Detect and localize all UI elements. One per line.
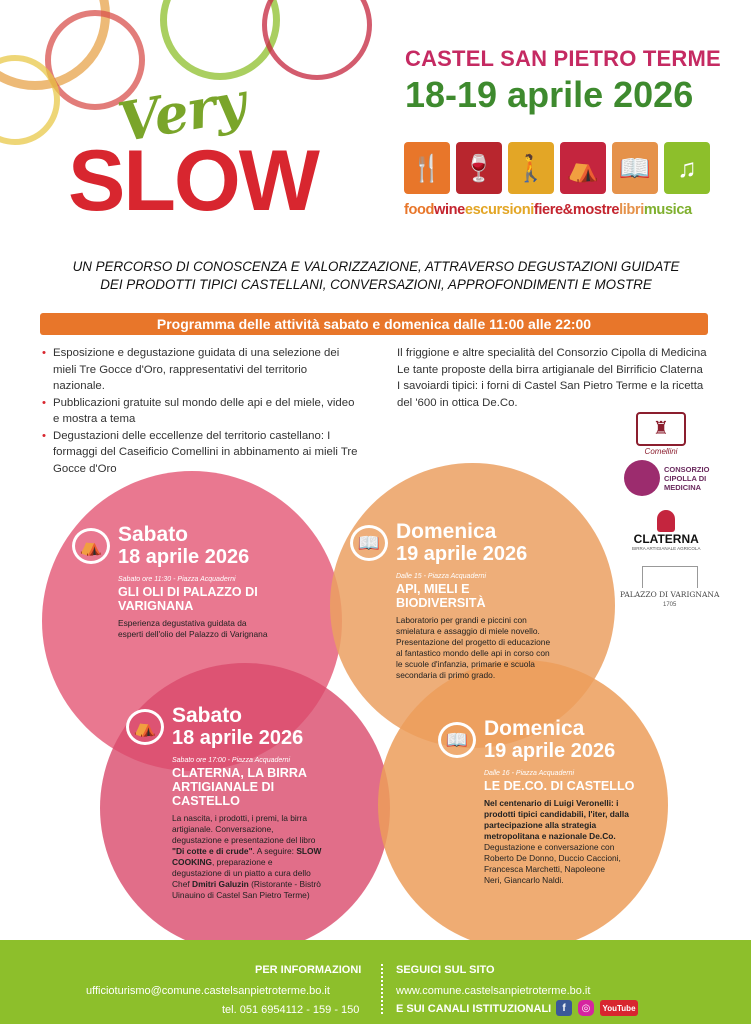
book-icon: 📖 <box>612 142 658 194</box>
youtube-icon[interactable]: YouTube <box>600 1000 638 1016</box>
event-book-title: "Di cotte e di crude" <box>172 846 253 856</box>
intro-line: UN PERCORSO DI CONOSCENZA E VALORIZZAZIONE, ATTRAVERSO DEGUSTAZIONI GUIDATE <box>72 259 680 274</box>
event-body: Laboratorio per grandi e piccini con smielatura e assaggio di miele novello. Presentazione del progetto di educazione al fantastico mondo delle api in corso con le scuole d'infanzia, primarie e scuola secondaria di primo grado. <box>396 615 551 680</box>
partner-tagline: BIRRA ARTIGIANALE AGRICOLA <box>632 546 701 551</box>
event-body-bold: Nel centenario di Luigi Veronelli: i prodotti tipici candidabili, l'iter, dalla partecipazione alla strategia metropolitana e nazionale De.Co. <box>484 798 629 841</box>
activities-right-list <box>386 345 716 411</box>
category-tagline <box>404 202 692 218</box>
tagline-word: libri <box>619 202 644 218</box>
list-item: • Esposizione e degustazione guidata di una selezione dei mieli Tre Gocce d'Oro, rappresentativi del territorio nazionale. <box>42 345 362 395</box>
channels-label: E SUI CANALI ISTITUZIONALI <box>396 1003 552 1015</box>
list-item: • Degustazioni delle eccellenze del territorio castellano: I formaggi del Caseificio Comellini in abbinamento ai mieli Tre Gocce d'Oro <box>42 428 362 478</box>
event-body: Esperienza degustativa guidata da esperti dell'olio del Palazzo di Varignana <box>118 618 268 639</box>
event-title: CLATERNA, LA BIRRA ARTIGIANALE DI CASTELLO <box>172 766 307 808</box>
tent-icon: ⛺ <box>72 528 110 564</box>
event-highlight: SLOW COOKING <box>172 846 322 867</box>
event-date: 19 aprile 2026 <box>484 740 616 762</box>
event-card <box>350 521 565 681</box>
music-note-icon: ♫ <box>664 142 710 194</box>
partner-comellini-logo <box>636 412 686 456</box>
partner-consorzio-logo <box>624 460 709 496</box>
partner-name: Comellini <box>644 447 678 456</box>
partner-name: CIPOLLA DI <box>664 473 707 483</box>
event-meta: Sabato ore 17:00 - Piazza Acquaderni <box>172 757 291 764</box>
event-title: API, MIELI E BIODIVERSITÀ <box>396 582 486 610</box>
partner-claterna-logo <box>632 510 700 551</box>
event-card <box>126 705 326 901</box>
event-day: Domenica <box>484 717 585 740</box>
wine-glass-icon: 🍷 <box>456 142 502 194</box>
helmet-icon <box>657 510 675 532</box>
event-body: Degustazione e conversazione con Roberto De Donno, Duccio Caccioni, Francesca Marchetti, Napoleone Neri, Giancarlo Naldi. <box>484 842 621 885</box>
list-item: • Pubblicazioni gratuite sul mondo delle api e del miele, video e mostra a tema <box>42 395 362 428</box>
cutlery-icon: 🍴 <box>404 142 450 194</box>
list-item: I savoiardi tipici: i forni di Castel San Pietro Terme e la ricetta del '600 in ottica De.Co. <box>397 380 704 409</box>
facebook-icon[interactable]: f <box>556 1000 572 1016</box>
event-body <box>172 813 322 901</box>
event-chef: Dmitri Galuzin <box>192 879 249 889</box>
tagline-word: wine <box>434 202 465 218</box>
event-body-text: (Ristorante - Bistrò Uinauino di Castel San Pietro Terme) <box>172 879 321 900</box>
list-item: Le tante proposte della birra artigianale del Birrificio Claterna <box>397 363 703 376</box>
event-meta: Sabato ore 11:30 - Piazza Acquaderni <box>118 576 236 583</box>
partner-year: 1705 <box>663 602 677 608</box>
category-icons <box>404 142 710 194</box>
partner-name: CONSORZIO <box>664 464 710 474</box>
book-icon: 📖 <box>350 525 388 561</box>
event-day: Sabato <box>118 523 189 546</box>
footer-divider <box>381 964 383 1014</box>
phone-number: tel. 051 6954112 - 159 - 150 <box>222 1004 360 1016</box>
event-title: GLI OLI DI PALAZZO DI VARIGNANA <box>118 585 258 613</box>
tagline-word: fiere&mostre <box>533 202 620 218</box>
footer <box>0 940 751 1024</box>
intro-line: DEI PRODOTTI TIPICI CASTELLANI, CONVERSAZIONI, APPROFONDIMENTI E MOSTRE <box>100 277 652 292</box>
castle-icon: ♜ <box>636 412 686 446</box>
logo-slow: SLOW <box>68 133 318 229</box>
activities-left-list <box>42 345 362 477</box>
intro-text <box>40 258 712 294</box>
event-title: LE DE.CO. DI CASTELLO <box>484 779 635 793</box>
follow-label: SEGUICI SUL SITO <box>396 964 495 976</box>
event-body-text: , preparazione e degustazione di un piatto a cura dello Chef <box>172 857 311 889</box>
partner-varignana-logo <box>620 566 719 608</box>
book-icon: 📖 <box>438 722 476 758</box>
event-date: 19 aprile 2026 <box>396 543 528 565</box>
onion-icon <box>624 460 660 496</box>
program-bar: Programma delle attività sabato e domenica dalle 11:00 alle 22:00 <box>40 313 708 335</box>
tent-icon: ⛺ <box>560 142 606 194</box>
partner-name: PALAZZO DI VARIGNANA <box>620 590 720 599</box>
event-town: CASTEL SAN PIETRO TERME <box>405 46 721 71</box>
palace-icon <box>642 566 698 588</box>
partner-name: MEDICINA <box>664 482 702 492</box>
decor-ring <box>160 0 280 80</box>
tagline-word: musica <box>643 202 692 218</box>
tent-icon: ⛺ <box>126 709 164 745</box>
event-meta: Dalle 16 - Piazza Acquaderni <box>484 770 575 777</box>
instagram-icon[interactable]: ◎ <box>578 1000 594 1016</box>
event-body-text: . A seguire: <box>252 846 294 856</box>
list-item: Il friggione e altre specialità del Consorzio Cipolla di Medicina <box>397 347 707 359</box>
event-day: Domenica <box>396 520 497 543</box>
event-body-text: La nascita, i prodotti, i premi, la birra artigianale. Conversazione, degustazione e presentazione del libro <box>172 813 316 845</box>
email-link[interactable]: ufficioturismo@comune.castelsanpietroterme.bo.it <box>86 985 330 997</box>
partner-name: CLATERNA <box>633 532 699 546</box>
hiker-icon: 🚶 <box>508 142 554 194</box>
event-meta: Dalle 15 - Piazza Acquaderni <box>396 573 487 580</box>
event-day: Sabato <box>172 704 243 727</box>
event-date: 18 aprile 2026 <box>172 727 304 749</box>
event-card <box>72 524 272 640</box>
tagline-word: escursioni <box>464 202 534 218</box>
decor-ring <box>262 0 372 80</box>
tagline-word: food <box>404 202 435 218</box>
event-card <box>438 718 648 886</box>
event-date: 18 aprile 2026 <box>118 546 250 568</box>
logo-very: Very <box>113 69 250 155</box>
event-dates: 18-19 aprile 2026 <box>405 74 694 115</box>
website-link[interactable]: www.comune.castelsanpietroterme.bo.it <box>396 985 591 997</box>
info-label: PER INFORMAZIONI <box>255 964 362 976</box>
